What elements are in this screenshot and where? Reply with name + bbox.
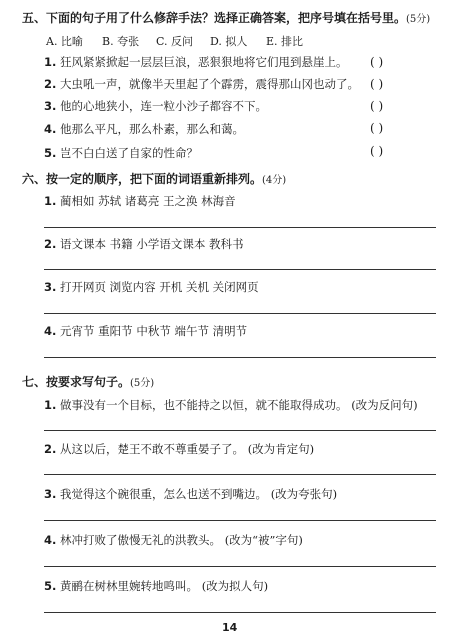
item-text: 岂不白白送了自家的性命？ [60, 146, 199, 160]
section5-title-text: 五、下面的句子用了什么修辞手法？选择正确答案，把序号填在括号里。 [22, 11, 407, 25]
section7-answer-line-4[interactable] [44, 566, 436, 567]
item-hint: (改为拟人句) [201, 579, 269, 593]
item-number: 3. [44, 487, 57, 501]
item-text: 大虫吼一声，就像半天里起了个霹雳，震得那山冈也动了。 [60, 77, 360, 91]
item-text: 我觉得这个碗很重，怎么也送不到嘴边。 [60, 487, 268, 501]
section7-title-text: 七、按要求写句子。 [22, 375, 131, 389]
item-text: 语文课本 书籍 小学语文课本 教科书 [60, 237, 244, 251]
section6-item-4 [44, 326, 247, 338]
section6-score: (4分) [262, 175, 287, 186]
item-number: 4. [44, 324, 57, 338]
section5-option-a: A. 比喻 [46, 35, 83, 48]
section5-item-1 [44, 57, 348, 69]
item-text: 从这以后，楚王不敢不尊重晏子了。 [60, 442, 245, 456]
section5-score: (5分) [406, 14, 431, 25]
item-text: 他那么平凡，那么朴素，那么和蔼。 [60, 122, 245, 136]
item-number: 3. [44, 280, 57, 294]
section6-title-text: 六、按一定的顺序，把下面的词语重新排列。 [22, 172, 263, 186]
item-text: 林冲打败了傲慢无礼的洪教头。 [60, 533, 222, 547]
section7-item-1 [44, 400, 418, 412]
section6-item-1 [44, 196, 236, 208]
item-hint: (改为反问句) [351, 398, 418, 412]
item-text: 狂风紧紧掀起一层层巨浪，恶狠狠地将它们甩到悬崖上。 [60, 55, 348, 69]
item-number: 1. [44, 194, 57, 208]
item-text: 做事没有一个目标，也不能持之以恒，就不能取得成功。 [60, 398, 348, 412]
item-number: 3. [44, 99, 57, 113]
item-number: 5. [44, 579, 57, 593]
section7-answer-line-1[interactable] [44, 430, 436, 431]
item-number: 1. [44, 55, 57, 69]
section7-title [22, 376, 154, 389]
section7-item-5 [44, 581, 268, 593]
item-number: 2. [44, 442, 57, 456]
section5-answer-blank-2[interactable]: ( ) [370, 77, 384, 91]
item-hint: (改为夸张句) [270, 487, 338, 501]
item-text: 黄鹂在树林里婉转地鸣叫。 [60, 579, 199, 593]
section7-item-3 [44, 489, 337, 501]
section7-item-2 [44, 444, 314, 456]
item-text: 蔺相如 苏轼 诸葛亮 王之涣 林海音 [60, 194, 236, 208]
section7-item-4 [44, 535, 303, 547]
item-number: 4. [44, 533, 57, 547]
section7-score: (5分) [130, 378, 155, 389]
item-number: 2. [44, 237, 57, 251]
section5-item-4 [44, 124, 244, 136]
section6-answer-line-3[interactable] [44, 313, 436, 314]
section5-item-5 [44, 148, 198, 160]
item-text: 他的心地狭小，连一粒小沙子都容不下。 [60, 99, 268, 113]
item-text: 打开网页 浏览内容 开机 关机 关闭网页 [60, 280, 259, 294]
section5-answer-blank-5[interactable]: ( ) [370, 144, 384, 158]
section5-item-3 [44, 101, 267, 113]
section6-item-2 [44, 239, 244, 251]
section6-answer-line-2[interactable] [44, 269, 436, 270]
section7-answer-line-5[interactable] [44, 612, 436, 613]
section5-option-c: C. 反问 [156, 35, 194, 48]
section5-title [22, 12, 430, 25]
item-hint: (改为“被”字句) [224, 533, 303, 547]
section5-answer-blank-1[interactable]: ( ) [370, 55, 384, 69]
section7-answer-line-2[interactable] [44, 474, 436, 475]
item-number: 1. [44, 398, 57, 412]
section6-answer-line-1[interactable] [44, 227, 436, 228]
item-text: 元宵节 重阳节 中秋节 端午节 清明节 [60, 324, 248, 338]
section5-option-e: E. 排比 [266, 35, 304, 48]
section5-option-b: B. 夸张 [102, 35, 140, 48]
section6-title [22, 173, 286, 186]
section5-answer-blank-4[interactable]: ( ) [370, 121, 384, 135]
item-number: 4. [44, 122, 57, 136]
section5-item-2 [44, 79, 359, 91]
section6-item-3 [44, 282, 259, 294]
section6-answer-line-4[interactable] [44, 357, 436, 358]
item-hint: (改为肯定句) [247, 442, 315, 456]
page-number: 14 [222, 621, 238, 634]
section5-answer-blank-3[interactable]: ( ) [370, 99, 384, 113]
item-number: 5. [44, 146, 57, 160]
section5-option-d: D. 拟人 [210, 35, 248, 48]
item-number: 2. [44, 77, 57, 91]
section7-answer-line-3[interactable] [44, 520, 436, 521]
